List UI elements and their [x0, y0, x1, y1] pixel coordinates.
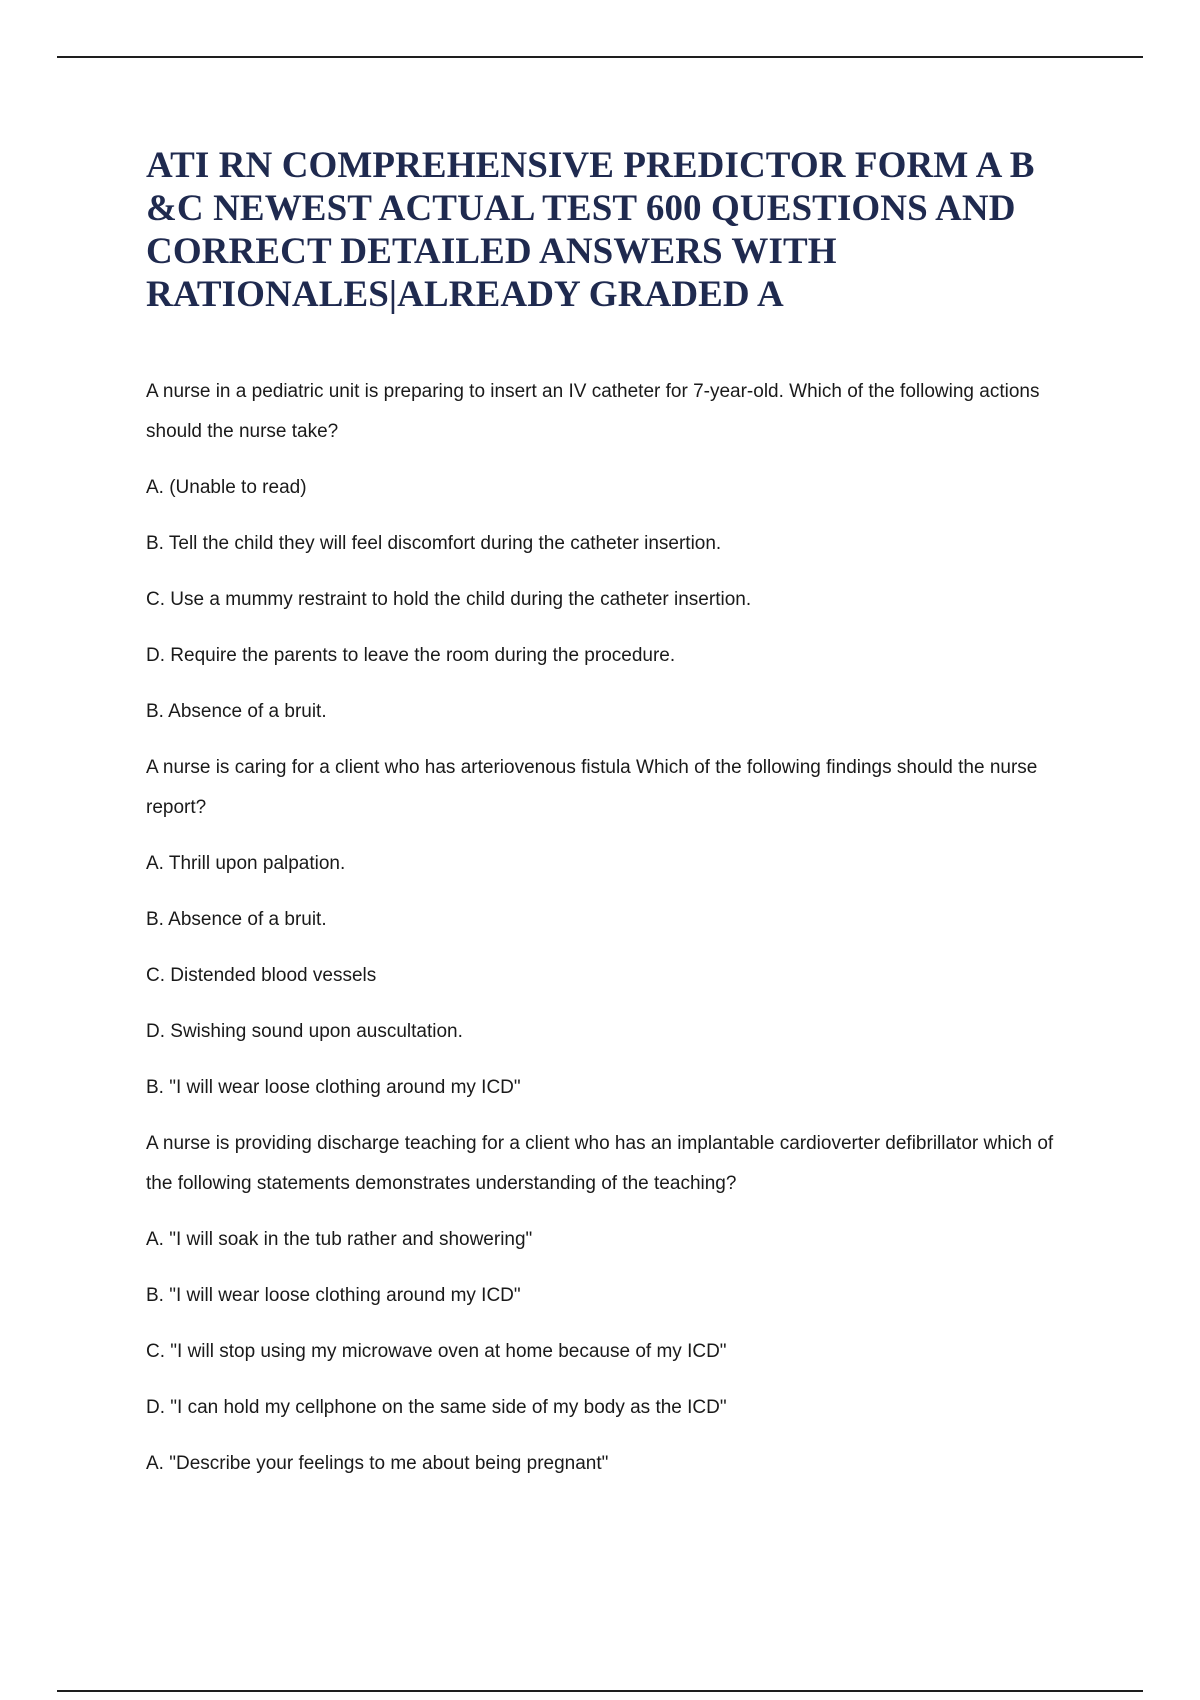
- document-title: ATI RN COMPREHENSIVE PREDICTOR FORM A B &C NEWEST ACTUAL TEST 600 QUESTIONS AND CORRECT DETAILED ANSWERS WITH RATIONALES|ALREADY GRADED A: [146, 145, 1035, 315]
- option-3a: A. "I will soak in the tub rather and showering": [146, 1229, 533, 1250]
- option-2d: D. Swishing sound upon auscultation.: [146, 1021, 463, 1042]
- option-1a: A. (Unable to read): [146, 477, 307, 498]
- bottom-rule: [57, 1690, 1143, 1692]
- answer-line: A. "Describe your feelings to me about being pregnant": [146, 1453, 609, 1474]
- option-1b: B. Tell the child they will feel discomfort during the catheter insertion.: [146, 533, 722, 554]
- option-3d: D. "I can hold my cellphone on the same side of my body as the ICD": [146, 1397, 727, 1418]
- option-1d: D. Require the parents to leave the room during the procedure.: [146, 645, 676, 666]
- answer-line: B. "I will wear loose clothing around my ICD": [146, 1077, 521, 1098]
- question-3: A nurse is providing discharge teaching for a client who has an implantable cardioverter defibrillator which of the following statements demonstrates understanding of the teaching?: [146, 1133, 1054, 1194]
- question-2: A nurse is caring for a client who has arteriovenous fistula Which of the following findings should the nurse report?: [146, 757, 1038, 818]
- question-1: A nurse in a pediatric unit is preparing to insert an IV catheter for 7-year-old. Which of the following actions should the nurse take?: [146, 381, 1040, 442]
- option-3c: C. "I will stop using my microwave oven at home because of my ICD": [146, 1341, 727, 1362]
- option-2c: C. Distended blood vessels: [146, 965, 377, 986]
- option-3b: B. "I will wear loose clothing around my ICD": [146, 1285, 521, 1306]
- option-2b: B. Absence of a bruit.: [146, 909, 327, 930]
- top-rule: [57, 56, 1143, 58]
- answer-line: B. Absence of a bruit.: [146, 701, 327, 722]
- document-body: [146, 372, 1076, 1500]
- option-1c: C. Use a mummy restraint to hold the child during the catheter insertion.: [146, 589, 752, 610]
- option-2a: A. Thrill upon palpation.: [146, 853, 346, 874]
